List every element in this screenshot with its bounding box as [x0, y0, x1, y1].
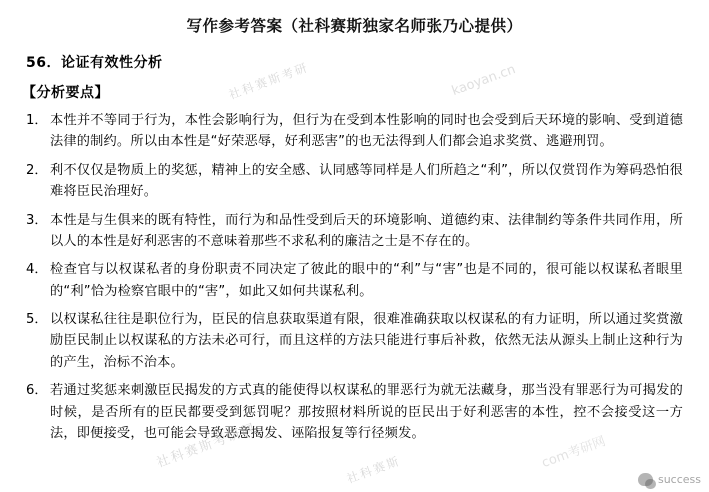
list-item-number: 3．	[26, 212, 48, 228]
watermark-badge	[638, 473, 701, 486]
section-heading: 56．论证有效性分析	[26, 55, 163, 71]
list-item	[26, 309, 683, 373]
watermark-badge-label: success	[657, 473, 701, 486]
page-title: 写作参考答案（社科赛斯独家名师张乃心提供）	[186, 17, 523, 35]
list-item-text: 利不仅仅是物质上的奖惩，精神上的安全感、认同感等同样是人们所趋之“利”，所以仅赏罚作为筹码恐怕很难将臣民治理好。	[50, 162, 683, 200]
wechat-icon	[638, 473, 653, 486]
list-item-number: 1．	[26, 113, 48, 128]
watermark-text: 社科赛斯	[344, 453, 403, 487]
analysis-points-list	[26, 110, 683, 444]
watermark-text: kaoyan.cn	[449, 62, 518, 99]
list-item	[26, 259, 683, 302]
list-item-number: 5．	[26, 312, 48, 327]
list-item-text: 检查官与以权谋私者的身份职责不同决定了彼此的眼中的“利”与“害”也是不同的，很可能以权谋私者眼里的“利”恰为检察官眼中的“害”，如此又如何共谋私利。	[50, 262, 683, 299]
list-item-number: 2．	[26, 162, 48, 178]
list-item-text: 本性是与生俱来的既有特性，而行为和品性受到后天的环境影响、道德约束、法律制约等条件共同作用，所以人的本性是好利恶害的不意味着那些不求私利的廉洁之士是不存在的。	[50, 212, 683, 249]
list-item	[26, 210, 683, 253]
list-item-text: 若通过奖惩来刺激臣民揭发的方式真的能使得以权谋私的罪恶行为就无法藏身，那当没有罪恶行为可揭发的时候，是否所有的臣民都要受到惩罚呢？那按照材料所说的臣民出于好利恶害的本性，控不会接受这一方法，即便接受，也可能会导致恶意揭发、诬陷报复等行径频发。	[50, 383, 683, 441]
watermark-text: com考研网	[539, 434, 608, 471]
list-item	[26, 160, 683, 203]
list-item-number: 4．	[26, 262, 48, 278]
list-item-text: 以权谋私往往是职位行为，臣民的信息获取渠道有限，很难准确获取以权谋私的有力证明，所以通过奖赏激励臣民制止以权谋私的方法未必可行，而且这样的方法只能进行事后补救，依然无法从源头上制止这种行为的产生，治标不治本。	[50, 312, 683, 370]
list-item-number: 6．	[26, 383, 48, 399]
analysis-points-heading: 【分析要点】	[22, 85, 109, 101]
watermark-text: 社科赛斯考研网	[154, 420, 259, 471]
list-item-text: 本性并不等同于行为，本性会影响行为，但行为在受到本性影响的同时也会受到后天环境的影响、受到道德法律的制约。所以由本性是“好荣恶辱，好利恶害”的也无法得到人们都会追求奖赏、逃避刑罚。	[50, 113, 683, 150]
list-item	[26, 380, 683, 444]
watermark-text: 社科赛斯考研	[226, 60, 311, 103]
list-item	[26, 110, 683, 153]
